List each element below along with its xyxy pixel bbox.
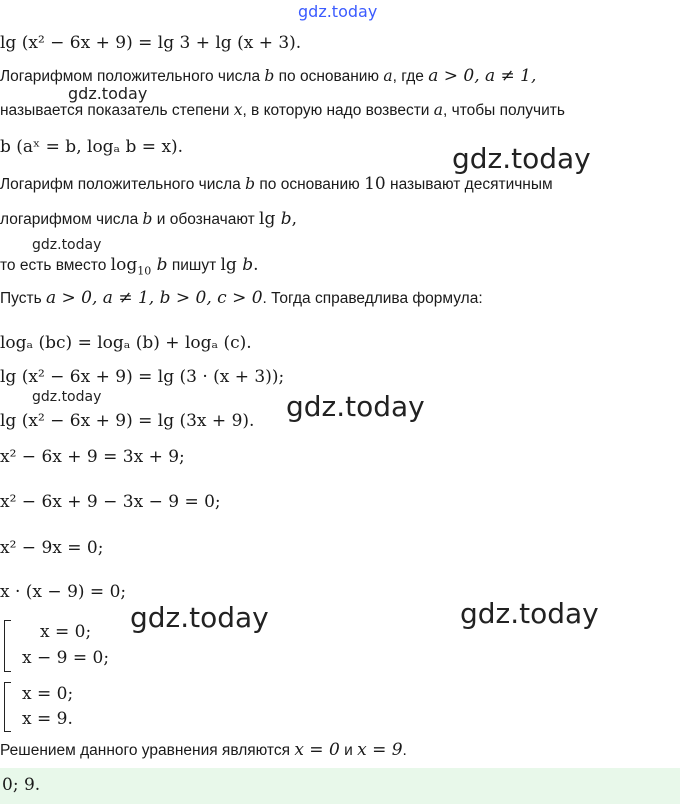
- system-bracket: [4, 682, 11, 732]
- definition-line-3: b (aˣ = b, logₐ b = x).: [0, 137, 184, 157]
- conclusion: Решением данного уравнения являются x = 0 и x = 9.: [0, 740, 407, 760]
- watermark: gdz.today: [32, 389, 102, 405]
- solution-step-5: x² − 9x = 0;: [0, 538, 104, 558]
- watermark: gdz.today: [452, 142, 591, 175]
- system-bracket: [4, 620, 11, 672]
- watermark: gdz.today: [32, 237, 102, 253]
- watermark-top: gdz.today: [298, 2, 378, 21]
- solution-step-2: lg (x² − 6x + 9) = lg (3x + 9).: [0, 411, 255, 431]
- system-1-eq-2: x − 9 = 0;: [22, 648, 110, 668]
- answer-box: [0, 768, 680, 804]
- decimal-log-line-2: логарифмом числа b и обозначают lg b,: [0, 209, 298, 229]
- decimal-log-line-3: то есть вместо $\log_{10} b$ пишут lg b.: [0, 255, 259, 278]
- equation-start: lg (x² − 6x + 9) = lg 3 + lg (x + 3).: [0, 33, 302, 53]
- solution-step-1: lg (x² − 6x + 9) = lg (3 · (x + 3));: [0, 367, 285, 387]
- watermark: gdz.today: [68, 84, 148, 103]
- log-product-formula: logₐ (bc) = logₐ (b) + logₐ (c).: [0, 333, 252, 353]
- property-line: Пусть a > 0, a ≠ 1, b > 0, c > 0. Тогда справедлива формула:: [0, 288, 483, 308]
- watermark: gdz.today: [460, 597, 599, 630]
- solution-step-6: x · (x − 9) = 0;: [0, 582, 127, 602]
- watermark: gdz.today: [130, 601, 269, 634]
- definition-line-2: называется показатель степени x, в которую надо возвести a, чтобы получить: [0, 101, 565, 119]
- system-1-eq-1: x = 0;: [40, 622, 92, 642]
- answer-value: 0; 9.: [2, 775, 41, 795]
- solution-step-3: x² − 6x + 9 = 3x + 9;: [0, 447, 185, 467]
- system-2-eq-2: x = 9.: [22, 709, 73, 729]
- watermark: gdz.today: [286, 390, 425, 423]
- solution-step-4: x² − 6x + 9 − 3x − 9 = 0;: [0, 492, 221, 512]
- definition-line-1: Логарифмом положительного числа b по основанию a, где a > 0, a ≠ 1,: [0, 66, 537, 86]
- decimal-log-line-1: Логарифм положительного числа b по основанию 10 называют десятичным: [0, 174, 553, 194]
- system-2-eq-1: x = 0;: [22, 684, 74, 704]
